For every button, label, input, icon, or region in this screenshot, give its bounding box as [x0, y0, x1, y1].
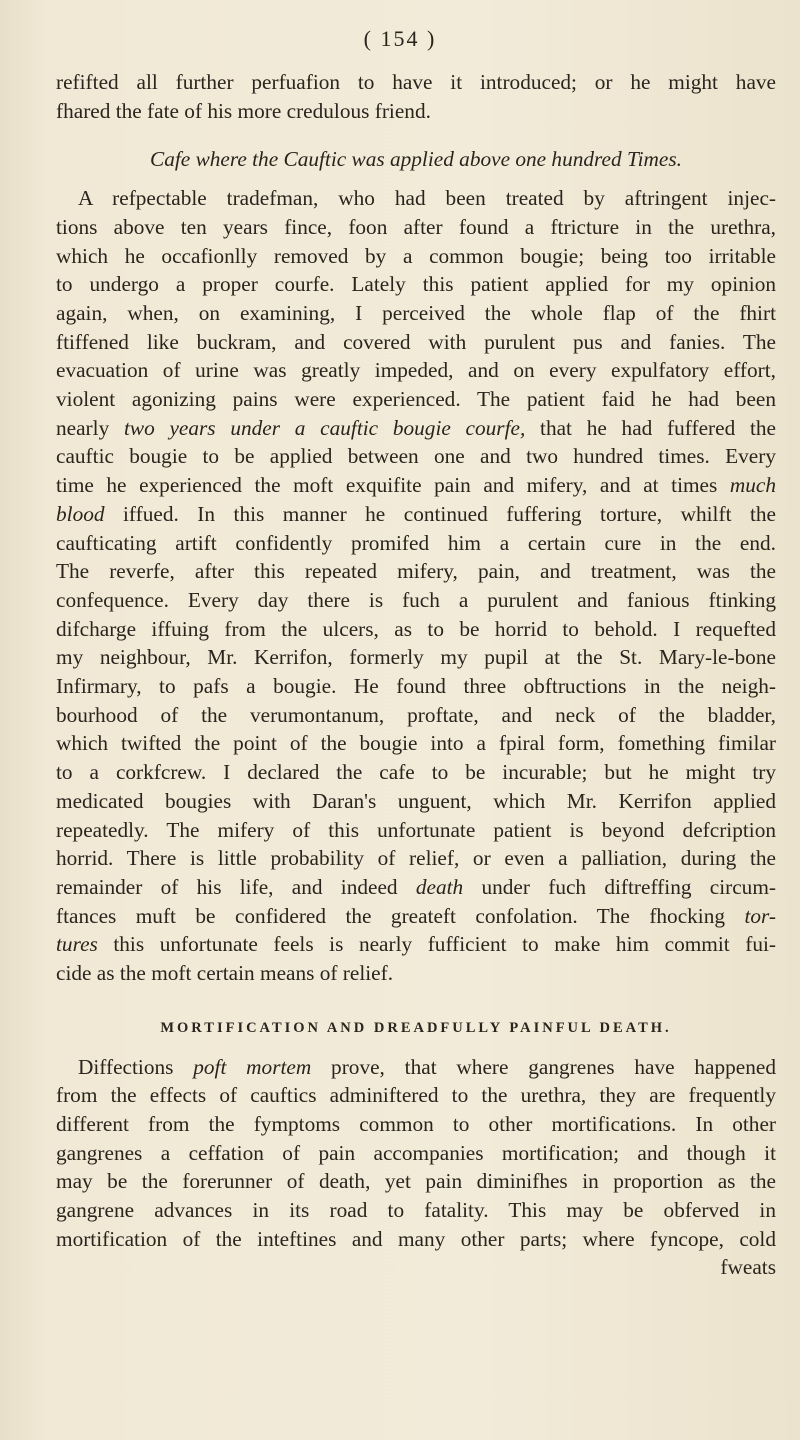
text-line: fhared the fate of his more credulous friend. — [56, 98, 431, 123]
text-line — [56, 902, 776, 931]
page-number: ( 154 ) — [363, 26, 437, 51]
text-segment: Diffections — [78, 1054, 194, 1079]
text-line: caufticating artift confidently promifed him a certain cure in the end. — [56, 530, 776, 555]
text-line: gangrenes a ceffation of pain accompanies mortification; and though it — [56, 1140, 776, 1165]
text-line: which twifted the point of the bougie into a fpiral form, fomething fimilar — [56, 731, 776, 756]
text-line — [56, 471, 776, 500]
text-line: difcharge iffuing from the ulcers, as to be horrid to behold. I requefted — [56, 616, 776, 641]
text-line — [56, 414, 776, 443]
text-line: confequence. Every day there is fuch a purulent and fanious ftinking — [56, 587, 776, 612]
text-line: tions above ten years fince, foon after found a ftricture in the urethra, — [56, 214, 776, 239]
text-line: Infirmary, to pafs a bougie. He found three obftructions in the neigh- — [56, 674, 776, 699]
catchword-row — [56, 1253, 776, 1282]
text-line: ftiffened like buckram, and covered with purulent pus and fanies. The — [56, 329, 776, 354]
text-line — [56, 1053, 776, 1082]
text-segment: iffued. In this manner he continued fuffering torture, whilft the — [104, 501, 776, 526]
case-paragraph — [56, 184, 776, 988]
text-segment: nearly — [56, 415, 124, 440]
text-segment: time he experienced the moft exquifite pain and mifery, and at times — [56, 473, 730, 498]
text-segment: that he had fuffered the — [525, 415, 776, 440]
text-line: mortification of the inteftines and many other parts; where fyncope, cold — [56, 1226, 776, 1251]
italic-text: poft mortem — [193, 1054, 312, 1079]
text-line: different from the fymptoms common to other mortifications. In other — [56, 1111, 776, 1136]
text-line: bourhood of the verumontanum, proftate, and neck of the bladder, — [56, 702, 776, 727]
text-line: violent agonizing pains were experienced. The patient faid he had been — [56, 387, 776, 412]
text-segment: this unfortunate feels is nearly fufficient to make him commit fui- — [97, 932, 776, 957]
case-heading: Cafe where the Cauftic was applied above one hundred Times. — [150, 147, 682, 172]
italic-text: much — [729, 473, 776, 498]
text-segment: remainder of his life, and indeed — [56, 874, 416, 899]
text-line: evacuation of urine was greatly impeded, and on every expulfatory effort, — [56, 358, 776, 383]
text-segment: prove, that where gangrenes have happened — [311, 1054, 776, 1079]
text-line: to undergo a proper courfe. Lately this patient applied for my opinion — [56, 272, 776, 297]
text-line: may be the forerunner of death, yet pain diminifhes in proportion as the — [56, 1169, 776, 1194]
text-line: repeatedly. The mifery of this unfortunate patient is beyond defcription — [56, 817, 776, 842]
italic-text: two years under a cauftic bougie courfe, — [123, 415, 526, 440]
page-body — [56, 68, 776, 1282]
text-line: cauftic bougie to be applied between one and two hundred times. Every — [56, 444, 776, 469]
text-line: horrid. There is little probability of relief, or even a palliation, during the — [56, 846, 776, 871]
text-line: refifted all further perfuafion to have it introduced; or he might have — [56, 70, 776, 94]
opening-text — [56, 68, 776, 125]
text-line: to a corkfcrew. I declared the cafe to be incurable; but he might try — [56, 760, 776, 785]
text-line: medicated bougies with Daran's unguent, which Mr. Kerrifon applied — [56, 788, 776, 813]
text-line: which he occafionlly removed by a common bougie; being too irritable — [56, 243, 776, 268]
text-segment: under fuch diftreffing circum- — [463, 874, 776, 899]
text-line: A refpectable tradefman, who had been treated by aftringent injec- — [78, 186, 776, 211]
text-line: from the effects of cauftics adminiftered to the urethra, they are frequently — [56, 1083, 776, 1108]
italic-text: tures — [56, 932, 98, 957]
italic-text: death — [415, 874, 464, 899]
text-line: again, when, on examining, I perceived the whole flap of the fhirt — [56, 300, 776, 325]
italic-text: tor- — [744, 903, 776, 928]
text-segment: ftances muft be confidered the greateft confolation. The fhocking — [56, 903, 745, 928]
text-line — [56, 930, 776, 959]
text-line: my neighbour, Mr. Kerrifon, formerly my pupil at the St. Mary-le-bone — [56, 645, 776, 670]
catchword: fweats — [720, 1255, 776, 1280]
text-line: cide as the moft certain means of relief. — [56, 961, 394, 986]
text-line — [56, 873, 776, 902]
italic-text: blood — [56, 501, 105, 526]
text-line: gangrene advances in its road to fatality. This may be obferved in — [56, 1198, 776, 1223]
section-paragraph — [56, 1053, 776, 1254]
text-line — [56, 500, 776, 529]
text-line: The reverfe, after this repeated mifery, pain, and treatment, was the — [56, 559, 776, 584]
section-heading: MORTIFICATION AND DREADFULLY PAINFUL DEATH. — [160, 1019, 672, 1036]
